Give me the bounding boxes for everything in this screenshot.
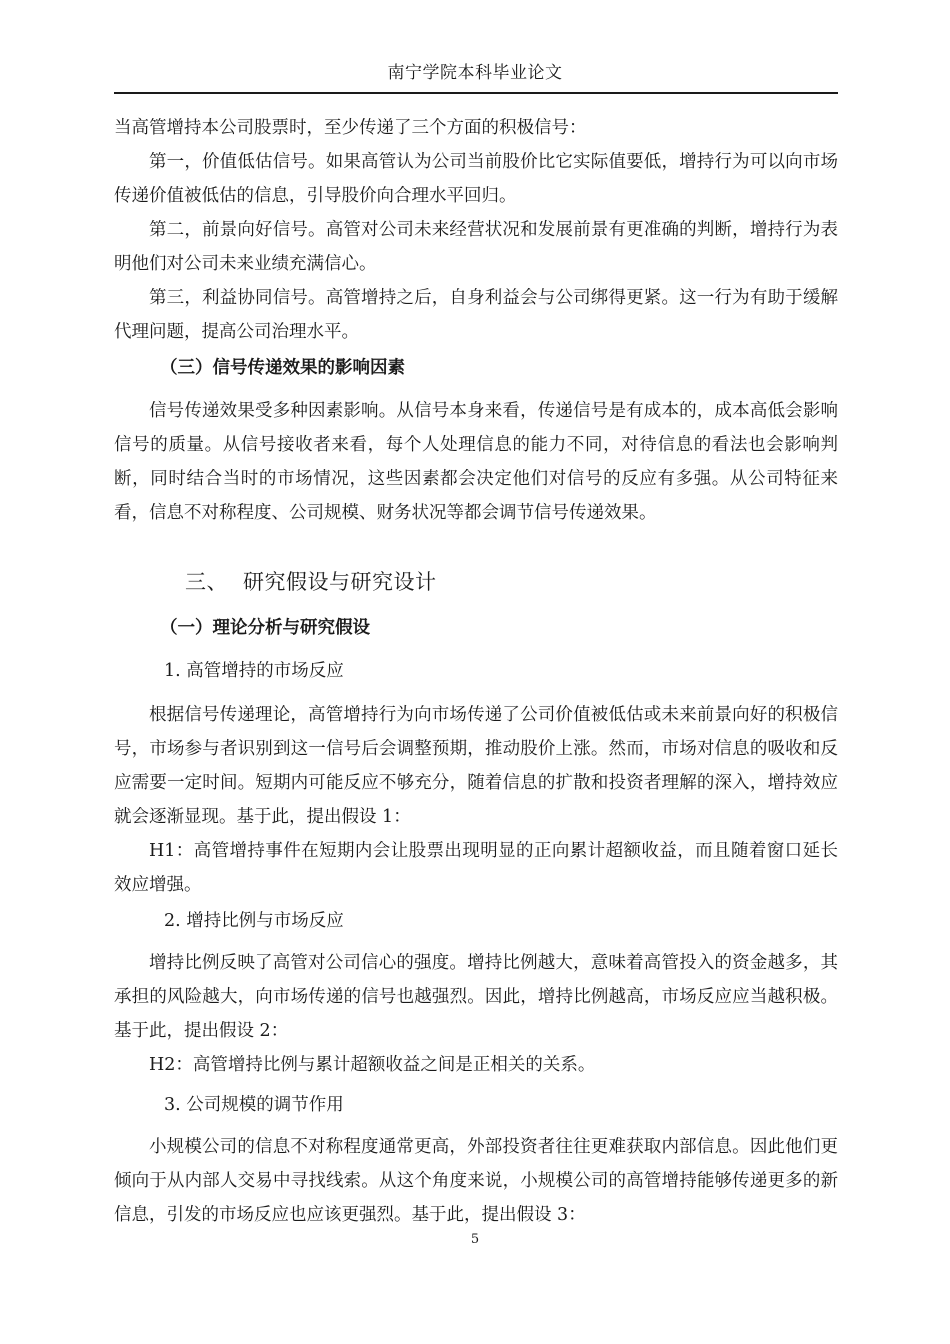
- paragraph-group-h1: [114, 698, 838, 902]
- paragraph-h3-rationale: 小规模公司的信息不对称程度通常更高，外部投资者往往更难获取内部信息。因此他们更倾向于从内部人交易中寻找线索。从这个角度来说，小规模公司的高管增持能够传递更多的新信息，引发的市场反应也应该更强烈。基于此，提出假设 3：: [114, 1137, 838, 1225]
- paragraph-intro: 当高管增持本公司股票时，至少传递了三个方面的积极信号：: [114, 118, 587, 138]
- running-header-title: 南宁学院本科毕业论文: [387, 63, 563, 83]
- paragraph-group-factors: [114, 394, 838, 530]
- paragraph-h1-rationale: 根据信号传递理论，高管增持行为向市场传递了公司价值被低估或未来前景向好的积极信号，市场参与者识别到这一信号后会调整预期，推动股价上涨。然而，市场对信息的吸收和反应需要一定时间。短期内可能反应不够充分，随着信息的扩散和投资者理解的深入，增持效应就会逐渐显现。基于此，提出假设 1：: [114, 705, 838, 827]
- item-heading-1: 1. 高管增持的市场反应: [164, 661, 344, 681]
- paragraph-factors: 信号传递效果受多种因素影响。从信号本身来看，传递信号是有成本的，成本高低会影响信号的质量。从信号接收者来看，每个人处理信息的能力不同，对待信息的看法也会影响判断，同时结合当时的市场情况，这些因素都会决定他们对信号的反应有多强。从公司特征来看，信息不对称程度、公司规模、财务状况等都会调节信号传递效果。: [114, 401, 838, 523]
- paragraph-signal-3: 第三，利益协同信号。高管增持之后，自身利益会与公司绑得更紧。这一行为有助于缓解代理问题，提高公司治理水平。: [114, 288, 838, 342]
- section-title: 研究假设与研究设计: [243, 570, 437, 594]
- page-number: 5: [470, 1232, 480, 1247]
- item-heading-3: 3. 公司规模的调节作用: [164, 1095, 344, 1115]
- header-divider: [114, 92, 838, 94]
- paragraph-group-h3: [114, 1130, 838, 1232]
- paragraph-group-h2: [114, 946, 838, 1082]
- hypothesis-h1: H1：高管增持事件在短期内会让股票出现明显的正向累计超额收益，而且随着窗口延长效应增强。: [114, 841, 838, 895]
- paragraph-group-signals: [114, 111, 838, 349]
- hypothesis-h2: H2：高管增持比例与累计超额收益之间是正相关的关系。: [149, 1055, 596, 1075]
- section-number: 三、: [185, 570, 228, 594]
- subheading-theory: （一）理论分析与研究假设: [160, 618, 370, 638]
- item-heading-2: 2. 增持比例与市场反应: [164, 911, 344, 931]
- paragraph-h2-rationale: 增持比例反映了高管对公司信心的强度。增持比例越大，意味着高管投入的资金越多，其承担的风险越大，向市场传递的信号也越强烈。因此，增持比例越高，市场反应应当越积极。基于此，提出假设 2：: [114, 953, 838, 1041]
- paragraph-signal-1: 第一，价值低估信号。如果高管认为公司当前股价比它实际值要低，增持行为可以向市场传递价值被低估的信息，引导股价向合理水平回归。: [114, 152, 838, 206]
- paragraph-signal-2: 第二，前景向好信号。高管对公司未来经营状况和发展前景有更准确的判断，增持行为表明他们对公司未来业绩充满信心。: [114, 220, 838, 274]
- subheading-signal-factors: （三）信号传递效果的影响因素: [160, 358, 405, 378]
